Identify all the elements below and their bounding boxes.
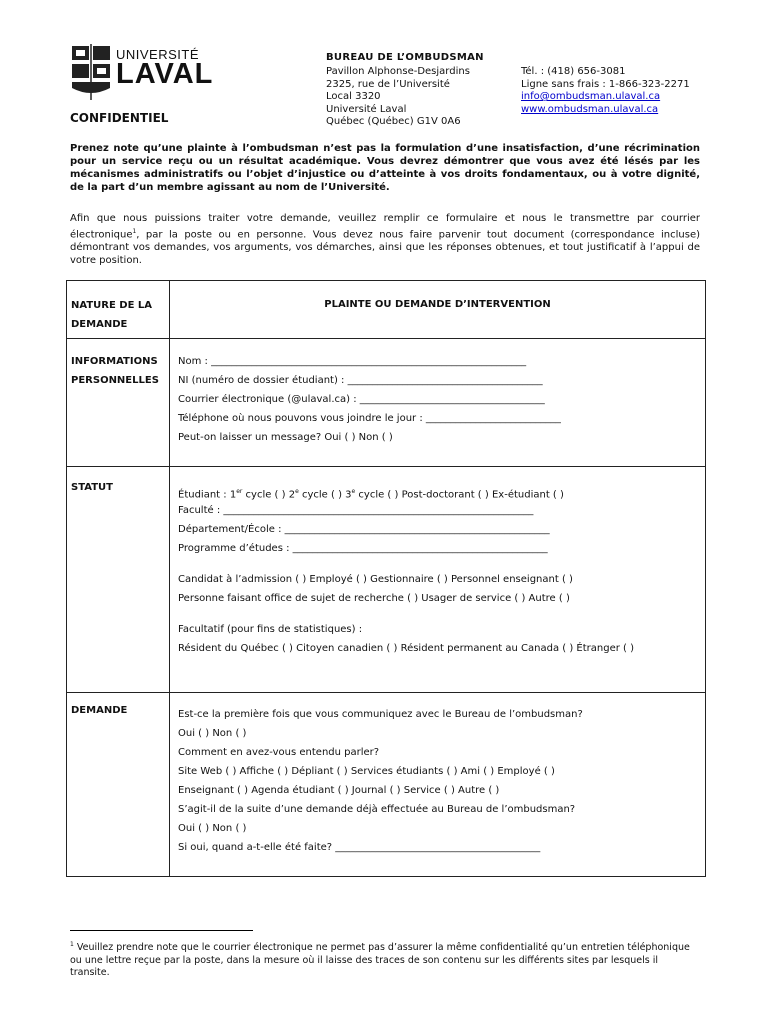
nature-label-cell xyxy=(67,281,170,339)
department-field[interactable]: Département/École : _____________________________________________________ xyxy=(178,524,550,535)
intro-warning: Prenez note qu’une plainte à l’ombudsman n’est pas la formulation d’une insatisfaction, d’une récrimination pour un service reçu ou un résultat académique. Vous devrez démontrer que vous avez été lésés par les mécanismes administratifs ou l’objet d’injustice ou d’atteinte à vos droits fondamentaux, ou à votre dignité, de la part d’un membre agissant au nom de l’Université. xyxy=(70,143,700,193)
demande-label: DEMANDE xyxy=(67,693,170,877)
phone-field[interactable]: Téléphone où nous pouvons vous joindre le jour : ___________________________ xyxy=(178,413,561,424)
address-line: Université Laval xyxy=(326,103,407,115)
cycle-text: cycle ( ) Post-doctorant ( ) Ex-étudiant ( ) xyxy=(355,489,564,501)
nature-label: DEMANDE xyxy=(71,319,128,330)
cycle-text: cycle ( ) 2 xyxy=(242,489,296,501)
intro-text-b: , par la poste ou en personne. Vous devez nous faire parvenir tout document (correspondance incluse) démontrant vos demandes, vos arguments, vos démarches, ainsi que les réponses obtenues, et tout justificatif à l’appui de votre position. xyxy=(70,229,700,267)
first-contact-answer[interactable]: Oui ( ) Non ( ) xyxy=(178,728,247,739)
logo-text-laval: LAVAL xyxy=(116,58,214,90)
footnote-divider xyxy=(70,930,253,931)
footnote xyxy=(70,939,700,980)
followup-question: S’agit-il de la suite d’une demande déjà effectuée au Bureau de l’ombudsman? xyxy=(178,804,576,815)
phone-number: Tél. : (418) 656-3081 xyxy=(521,66,626,77)
cycle-text: Étudiant : 1 xyxy=(178,489,237,501)
address-line: Local 3320 xyxy=(326,91,381,103)
cycle-sup: er xyxy=(236,488,243,495)
statut-label: STATUT xyxy=(67,467,170,693)
address-line: 2325, rue de l’Université xyxy=(326,78,450,90)
cycle-field[interactable] xyxy=(178,482,705,501)
info-label: INFORMATIONS xyxy=(71,356,158,367)
faculty-field[interactable]: Faculté : ______________________________________________________________ xyxy=(178,505,534,516)
message-consent-field[interactable]: Peut-on laisser un message? Oui ( ) Non ( ) xyxy=(178,432,393,443)
address-line: Québec (Québec) G1V 0A6 xyxy=(326,116,461,128)
footnote-text: Veuillez prendre note que le courrier électronique ne permet pas d’assurer la même confidentialité qu’un entretien téléphonique ou une lettre reçue par la poste, dans la mesure où il laisse des traces de son contenu sur les différents sites par lesquels il transite. xyxy=(70,942,690,979)
followup-answer[interactable]: Oui ( ) Non ( ) xyxy=(178,823,247,834)
source-options-1[interactable]: Site Web ( ) Affiche ( ) Dépliant ( ) Services étudiants ( ) Ami ( ) Employé ( ) xyxy=(178,766,555,777)
cycle-sup: e xyxy=(295,488,299,495)
program-field[interactable]: Programme d’études : ___________________________________________________ xyxy=(178,543,548,554)
email-field[interactable]: Courrier électronique (@ulaval.ca) : _____________________________________ xyxy=(178,394,545,405)
tollfree-number: Ligne sans frais : 1-866-323-2271 xyxy=(521,78,690,90)
info-fields xyxy=(170,339,706,467)
contact-block xyxy=(521,66,690,116)
residency-field[interactable]: Résident du Québec ( ) Citoyen canadien ( ) Résident permanent au Canada ( ) Étranger ( ) xyxy=(178,643,635,654)
followup-date-field[interactable]: Si oui, quand a-t-elle été faite? _________________________________________ xyxy=(178,842,541,853)
role-field-2[interactable]: Personne faisant office de sujet de recherche ( ) Usager de service ( ) Autre ( ) xyxy=(178,593,570,604)
footnote-number: 1 xyxy=(70,941,74,948)
demande-fields xyxy=(170,693,706,877)
request-form-table xyxy=(66,280,706,877)
demande-row xyxy=(67,693,706,877)
intro-paragraph xyxy=(70,212,700,267)
statut-fields xyxy=(170,467,706,693)
crest-icon xyxy=(70,44,114,100)
address-line: Pavillon Alphonse-Desjardins xyxy=(326,66,470,77)
confidential-label: CONFIDENTIEL xyxy=(70,111,169,125)
first-contact-question: Est-ce la première fois que vous communiquez avec le Bureau de l’ombudsman? xyxy=(178,709,583,720)
intro-text-a: Afin que nous puissions traiter votre demande, veuillez remplir ce formulaire et nous le transmettre par courrier électronique xyxy=(70,213,700,241)
source-options-2[interactable]: Enseignant ( ) Agenda étudiant ( ) Journal ( ) Service ( ) Autre ( ) xyxy=(178,785,500,796)
student-id-field[interactable]: NI (numéro de dossier étudiant) : _______________________________________ xyxy=(178,375,543,386)
role-field[interactable]: Candidat à l’admission ( ) Employé ( ) Gestionnaire ( ) Personnel enseignant ( ) xyxy=(178,574,573,585)
footnote-ref: 1 xyxy=(132,228,137,235)
bureau-title: BUREAU DE L’OMBUDSMAN xyxy=(326,52,484,63)
address-block xyxy=(326,66,470,129)
statut-row xyxy=(67,467,706,693)
info-label-cell xyxy=(67,339,170,467)
info-label: PERSONNELLES xyxy=(71,375,159,386)
table-header-row xyxy=(67,281,706,339)
nature-label: NATURE DE LA xyxy=(71,300,153,311)
optional-label: Facultatif (pour fins de statistiques) : xyxy=(178,624,363,635)
website-link[interactable]: www.ombudsman.ulaval.ca xyxy=(521,103,659,115)
logo-text-universite: UNIVERSITÉ xyxy=(116,47,200,62)
email-link[interactable]: info@ombudsman.ulaval.ca xyxy=(521,91,661,103)
form-heading: PLAINTE OU DEMANDE D’INTERVENTION xyxy=(170,281,706,339)
name-field[interactable]: Nom : _______________________________________________________________ xyxy=(178,356,527,367)
universite-laval-logo xyxy=(70,44,214,100)
source-question: Comment en avez-vous entendu parler? xyxy=(178,747,380,758)
cycle-text: cycle ( ) 3 xyxy=(298,489,352,501)
cycle-sup: e xyxy=(351,488,356,495)
info-row xyxy=(67,339,706,467)
